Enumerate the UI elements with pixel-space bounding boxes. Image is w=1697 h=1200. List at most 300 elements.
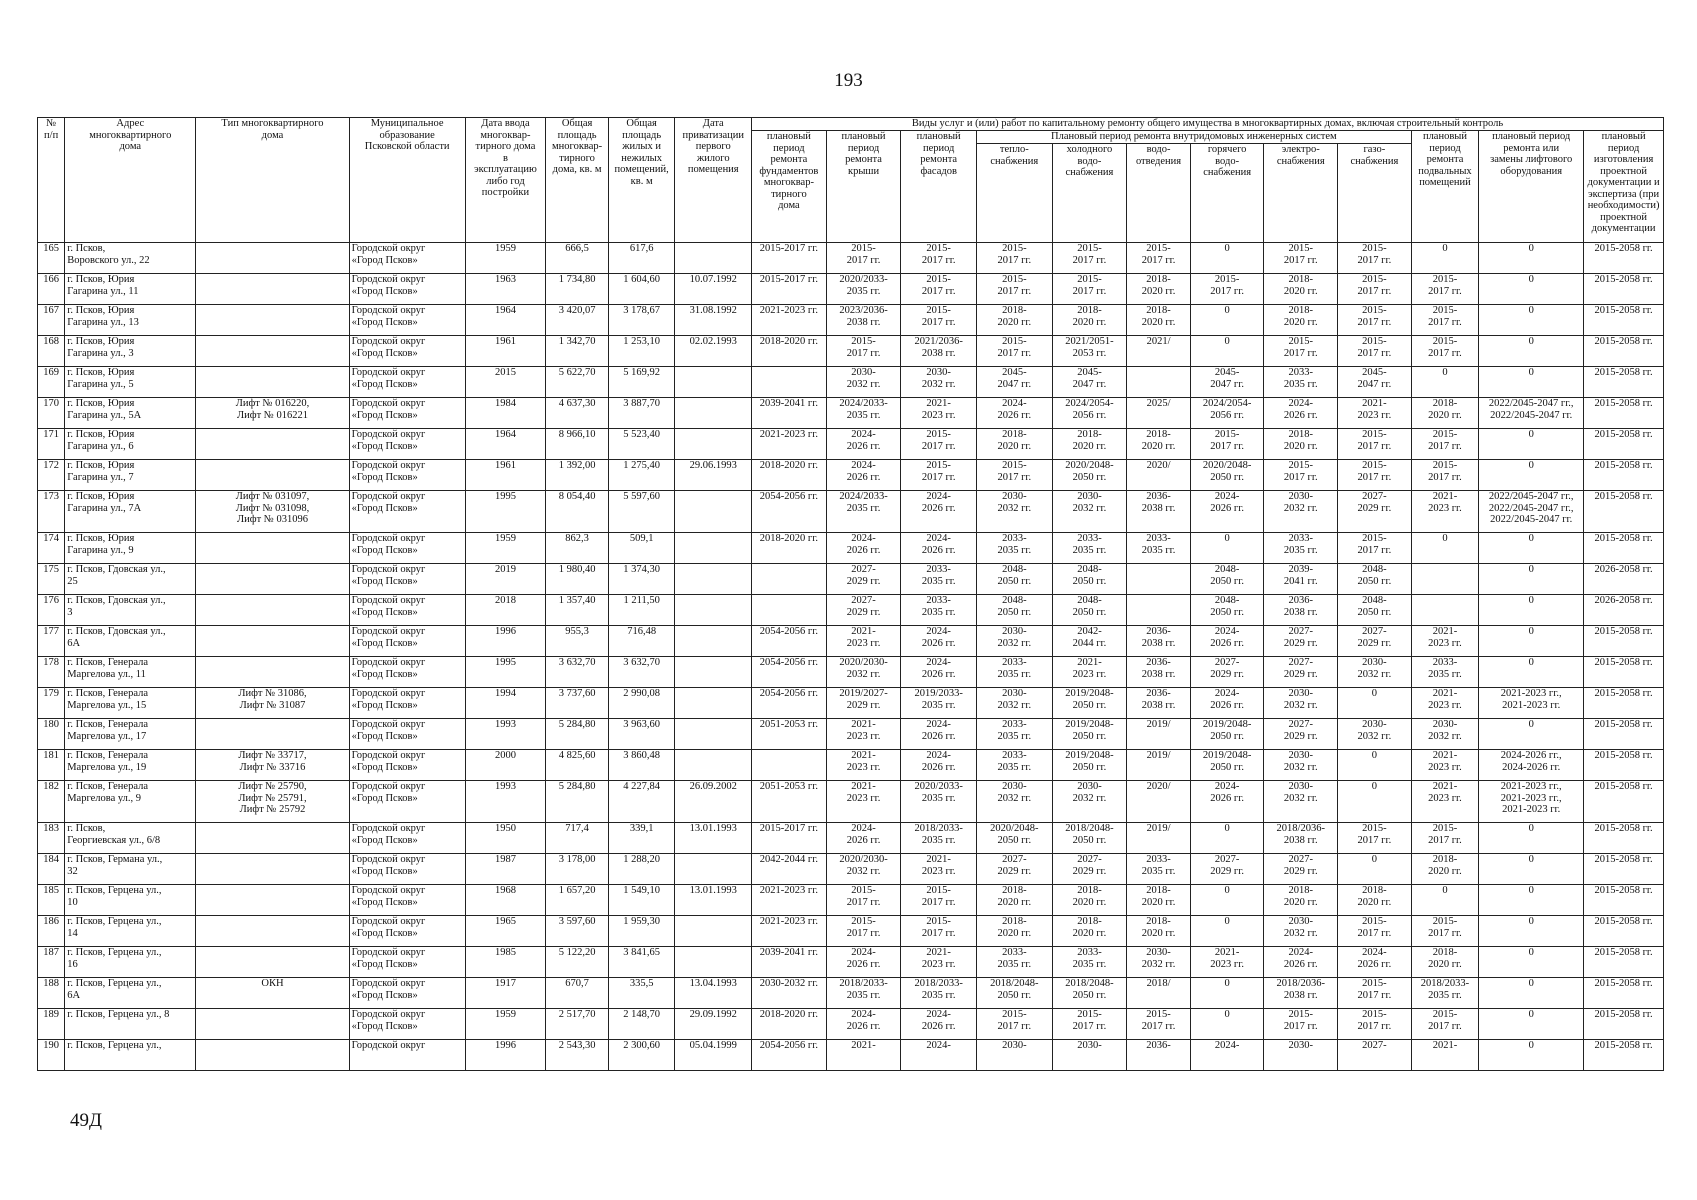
header-municipality: Муниципальное образование Псковской области xyxy=(349,118,465,243)
row-hot-water-period: 0 xyxy=(1190,916,1264,947)
row-gas-period: 2027- 2029 гг. xyxy=(1338,626,1412,657)
row-facade-period: 2024- 2026 гг. xyxy=(901,1009,977,1040)
row-drainage-period: 2018- 2020 гг. xyxy=(1127,916,1191,947)
row-roof-period: 2021- xyxy=(826,1040,901,1071)
row-privatization-date xyxy=(675,243,752,274)
header-living-area: Общая площадь жилых и нежилых помещений, кв. м xyxy=(608,118,675,243)
page-number: 193 xyxy=(834,70,863,91)
row-commission-year: 1964 xyxy=(465,305,546,336)
row-hot-water-period: 2024- 2026 гг. xyxy=(1190,781,1264,823)
row-heating-period: 2018- 2020 гг. xyxy=(977,885,1053,916)
row-drainage-period: 2015- 2017 гг. xyxy=(1127,1009,1191,1040)
row-living-area: 2 300,60 xyxy=(608,1040,675,1071)
row-documentation-period: 2015-2058 гг. xyxy=(1584,243,1664,274)
row-basement-period: 2015- 2017 гг. xyxy=(1411,1009,1479,1040)
row-cold-water-period: 2015- 2017 гг. xyxy=(1052,1009,1127,1040)
row-gas-period: 2015- 2017 гг. xyxy=(1338,429,1412,460)
row-elevator-period: 0 xyxy=(1479,978,1584,1009)
row-facade-period: 2019/2033- 2035 гг. xyxy=(901,688,977,719)
row-foundation-period: 2054-2056 гг. xyxy=(752,626,827,657)
header-hot-water: горячего водо- снабжения xyxy=(1190,144,1264,243)
row-type: Лифт № 31086, Лифт № 31087 xyxy=(196,688,349,719)
row-gas-period: 2024- 2026 гг. xyxy=(1338,947,1412,978)
row-total-area: 1 357,40 xyxy=(546,595,609,626)
row-gas-period: 2015- 2017 гг. xyxy=(1338,305,1412,336)
row-address: г. Псков, Гдовская ул., 25 xyxy=(65,564,196,595)
row-documentation-period: 2015-2058 гг. xyxy=(1584,305,1664,336)
row-roof-period: 2024/2033- 2035 гг. xyxy=(826,398,901,429)
row-number: 189 xyxy=(38,1009,65,1040)
table-row xyxy=(38,398,1664,429)
row-foundation-period: 2021-2023 гг. xyxy=(752,305,827,336)
row-living-area: 3 841,65 xyxy=(608,947,675,978)
row-type xyxy=(196,626,349,657)
row-facade-period: 2018/2033- 2035 гг. xyxy=(901,823,977,854)
row-cold-water-period: 2030- 2032 гг. xyxy=(1052,491,1127,533)
row-electricity-period: 2039- 2041 гг. xyxy=(1264,564,1338,595)
row-electricity-period: 2024- 2026 гг. xyxy=(1264,398,1338,429)
row-total-area: 5 284,80 xyxy=(546,719,609,750)
row-gas-period: 2018- 2020 гг. xyxy=(1338,885,1412,916)
row-type: Лифт № 031097, Лифт № 031098, Лифт № 031096 xyxy=(196,491,349,533)
row-foundation-period: 2021-2023 гг. xyxy=(752,885,827,916)
row-facade-period: 2015- 2017 гг. xyxy=(901,429,977,460)
row-drainage-period: 2036- 2038 гг. xyxy=(1127,626,1191,657)
header-basement: плановый период ремонта подвальных помещений xyxy=(1411,131,1479,243)
row-documentation-period: 2015-2058 гг. xyxy=(1584,1040,1664,1071)
row-hot-water-period: 0 xyxy=(1190,305,1264,336)
header-address: Адрес многоквартирного дома xyxy=(65,118,196,243)
row-heating-period: 2033- 2035 гг. xyxy=(977,719,1053,750)
capital-repair-table xyxy=(37,117,1664,1071)
row-heating-period: 2020/2048- 2050 гг. xyxy=(977,823,1053,854)
row-living-area: 1 549,10 xyxy=(608,885,675,916)
table-row xyxy=(38,1009,1664,1040)
row-elevator-period: 0 xyxy=(1479,429,1584,460)
row-heating-period: 2030- xyxy=(977,1040,1053,1071)
row-electricity-period: 2018/2036- 2038 гг. xyxy=(1264,823,1338,854)
row-living-area: 1 275,40 xyxy=(608,460,675,491)
row-commission-year: 1961 xyxy=(465,460,546,491)
row-municipality: Городской округ «Город Псков» xyxy=(349,750,465,781)
row-number: 187 xyxy=(38,947,65,978)
table-row xyxy=(38,626,1664,657)
row-hot-water-period: 2045- 2047 гг. xyxy=(1190,367,1264,398)
row-electricity-period: 2018- 2020 гг. xyxy=(1264,274,1338,305)
row-roof-period: 2027- 2029 гг. xyxy=(826,595,901,626)
row-type xyxy=(196,885,349,916)
row-heating-period: 2015- 2017 гг. xyxy=(977,274,1053,305)
row-elevator-period: 0 xyxy=(1479,916,1584,947)
row-number: 177 xyxy=(38,626,65,657)
row-elevator-period: 0 xyxy=(1479,564,1584,595)
row-number: 172 xyxy=(38,460,65,491)
row-basement-period: 2018- 2020 гг. xyxy=(1411,854,1479,885)
row-basement-period: 2018- 2020 гг. xyxy=(1411,398,1479,429)
row-drainage-period: 2033- 2035 гг. xyxy=(1127,854,1191,885)
row-privatization-date: 10.07.1992 xyxy=(675,274,752,305)
row-foundation-period: 2018-2020 гг. xyxy=(752,533,827,564)
row-municipality: Городской округ «Город Псков» xyxy=(349,460,465,491)
row-facade-period: 2024- 2026 гг. xyxy=(901,491,977,533)
row-facade-period: 2015- 2017 гг. xyxy=(901,274,977,305)
row-heating-period: 2015- 2017 гг. xyxy=(977,460,1053,491)
row-documentation-period: 2015-2058 гг. xyxy=(1584,823,1664,854)
row-elevator-period: 0 xyxy=(1479,336,1584,367)
row-cold-water-period: 2018/2048- 2050 гг. xyxy=(1052,978,1127,1009)
row-municipality: Городской округ «Город Псков» xyxy=(349,429,465,460)
row-hot-water-period: 2019/2048- 2050 гг. xyxy=(1190,750,1264,781)
row-hot-water-period: 2024- 2026 гг. xyxy=(1190,491,1264,533)
row-documentation-period: 2015-2058 гг. xyxy=(1584,916,1664,947)
table-body xyxy=(38,243,1664,1071)
row-address: г. Псков, Юрия Гагарина ул., 9 xyxy=(65,533,196,564)
row-address: г. Псков, Генерала Маргелова ул., 9 xyxy=(65,781,196,823)
row-roof-period: 2027- 2029 гг. xyxy=(826,564,901,595)
table-row xyxy=(38,750,1664,781)
row-gas-period: 2015- 2017 гг. xyxy=(1338,1009,1412,1040)
row-documentation-period: 2015-2058 гг. xyxy=(1584,274,1664,305)
row-living-area: 4 227,84 xyxy=(608,781,675,823)
row-address: г. Псков, Герцена ул., 10 xyxy=(65,885,196,916)
row-gas-period: 2015- 2017 гг. xyxy=(1338,274,1412,305)
row-cold-water-period: 2021/2051- 2053 гг. xyxy=(1052,336,1127,367)
row-electricity-period: 2033- 2035 гг. xyxy=(1264,533,1338,564)
row-elevator-period: 0 xyxy=(1479,367,1584,398)
row-elevator-period: 0 xyxy=(1479,657,1584,688)
row-cold-water-period: 2019/2048- 2050 гг. xyxy=(1052,750,1127,781)
table-row xyxy=(38,595,1664,626)
row-gas-period: 2015- 2017 гг. xyxy=(1338,460,1412,491)
row-basement-period: 2033- 2035 гг. xyxy=(1411,657,1479,688)
row-foundation-period xyxy=(752,367,827,398)
row-cold-water-period: 2019/2048- 2050 гг. xyxy=(1052,719,1127,750)
row-living-area: 3 887,70 xyxy=(608,398,675,429)
row-gas-period: 0 xyxy=(1338,688,1412,719)
row-drainage-period: 2015- 2017 гг. xyxy=(1127,243,1191,274)
row-drainage-period: 2019/ xyxy=(1127,823,1191,854)
row-address: г. Псков, Юрия Гагарина ул., 7 xyxy=(65,460,196,491)
row-municipality: Городской округ «Город Псков» xyxy=(349,367,465,398)
row-address: г. Псков, Юрия Гагарина ул., 5А xyxy=(65,398,196,429)
row-foundation-period xyxy=(752,564,827,595)
row-municipality: Городской округ «Город Псков» xyxy=(349,595,465,626)
row-municipality: Городской округ «Город Псков» xyxy=(349,885,465,916)
row-drainage-period: 2018- 2020 гг. xyxy=(1127,429,1191,460)
row-cold-water-period: 2019/2048- 2050 гг. xyxy=(1052,688,1127,719)
row-privatization-date: 05.04.1999 xyxy=(675,1040,752,1071)
row-type xyxy=(196,719,349,750)
row-hot-water-period: 0 xyxy=(1190,1009,1264,1040)
row-foundation-period: 2018-2020 гг. xyxy=(752,336,827,367)
row-living-area: 5 597,60 xyxy=(608,491,675,533)
row-cold-water-period: 2015- 2017 гг. xyxy=(1052,274,1127,305)
row-electricity-period: 2015- 2017 гг. xyxy=(1264,243,1338,274)
row-basement-period: 2015- 2017 гг. xyxy=(1411,274,1479,305)
header-cold-water: холодного водо- снабжения xyxy=(1052,144,1127,243)
row-total-area: 1 342,70 xyxy=(546,336,609,367)
row-drainage-period: 2030- 2032 гг. xyxy=(1127,947,1191,978)
row-privatization-date xyxy=(675,367,752,398)
row-drainage-period: 2018- 2020 гг. xyxy=(1127,274,1191,305)
row-total-area: 4 825,60 xyxy=(546,750,609,781)
row-address: г. Псков, Юрия Гагарина ул., 13 xyxy=(65,305,196,336)
row-number: 190 xyxy=(38,1040,65,1071)
row-roof-period: 2015- 2017 гг. xyxy=(826,336,901,367)
row-address: г. Псков, Герцена ул., xyxy=(65,1040,196,1071)
row-total-area: 3 737,60 xyxy=(546,688,609,719)
row-basement-period: 2021- 2023 гг. xyxy=(1411,750,1479,781)
row-type xyxy=(196,564,349,595)
row-municipality: Городской округ «Город Псков» xyxy=(349,947,465,978)
row-documentation-period: 2015-2058 гг. xyxy=(1584,336,1664,367)
row-cold-water-period: 2045- 2047 гг. xyxy=(1052,367,1127,398)
row-number: 179 xyxy=(38,688,65,719)
row-number: 182 xyxy=(38,781,65,823)
row-gas-period: 0 xyxy=(1338,781,1412,823)
row-living-area: 335,5 xyxy=(608,978,675,1009)
row-living-area: 5 523,40 xyxy=(608,429,675,460)
row-address: г. Псков, Герцена ул., 8 xyxy=(65,1009,196,1040)
row-cold-water-period: 2033- 2035 гг. xyxy=(1052,947,1127,978)
row-foundation-period xyxy=(752,750,827,781)
row-commission-year: 1996 xyxy=(465,626,546,657)
row-basement-period: 0 xyxy=(1411,243,1479,274)
row-facade-period: 2020/2033- 2035 гг. xyxy=(901,781,977,823)
row-facade-period: 2024- 2026 гг. xyxy=(901,657,977,688)
row-elevator-period: 0 xyxy=(1479,305,1584,336)
row-roof-period: 2023/2036- 2038 гг. xyxy=(826,305,901,336)
row-foundation-period: 2021-2023 гг. xyxy=(752,916,827,947)
row-heating-period: 2033- 2035 гг. xyxy=(977,657,1053,688)
table-row xyxy=(38,336,1664,367)
row-documentation-period: 2015-2058 гг. xyxy=(1584,885,1664,916)
row-total-area: 4 637,30 xyxy=(546,398,609,429)
row-elevator-period: 2022/2045-2047 гг., 2022/2045-2047 гг. xyxy=(1479,398,1584,429)
row-commission-year: 1917 xyxy=(465,978,546,1009)
row-cold-water-period: 2030- 2032 гг. xyxy=(1052,781,1127,823)
row-type xyxy=(196,1040,349,1071)
row-hot-water-period: 2015- 2017 гг. xyxy=(1190,274,1264,305)
row-electricity-period: 2027- 2029 гг. xyxy=(1264,626,1338,657)
row-hot-water-period: 2021- 2023 гг. xyxy=(1190,947,1264,978)
row-facade-period: 2024- 2026 гг. xyxy=(901,533,977,564)
row-address: г. Псков, Генерала Маргелова ул., 17 xyxy=(65,719,196,750)
row-commission-year: 1993 xyxy=(465,719,546,750)
row-electricity-period: 2030- 2032 гг. xyxy=(1264,491,1338,533)
row-basement-period: 2015- 2017 гг. xyxy=(1411,336,1479,367)
table-row xyxy=(38,719,1664,750)
row-privatization-date: 02.02.1993 xyxy=(675,336,752,367)
row-commission-year: 1968 xyxy=(465,885,546,916)
row-foundation-period: 2018-2020 гг. xyxy=(752,460,827,491)
row-living-area: 3 963,60 xyxy=(608,719,675,750)
row-privatization-date xyxy=(675,916,752,947)
row-documentation-period: 2015-2058 гг. xyxy=(1584,781,1664,823)
row-address: г. Псков, Гдовская ул., 3 xyxy=(65,595,196,626)
row-basement-period: 2021- 2023 гг. xyxy=(1411,781,1479,823)
row-living-area: 5 169,92 xyxy=(608,367,675,398)
row-hot-water-period: 2048- 2050 гг. xyxy=(1190,564,1264,595)
row-electricity-period: 2015- 2017 гг. xyxy=(1264,336,1338,367)
row-address: г. Псков, Гдовская ул., 6А xyxy=(65,626,196,657)
table-row xyxy=(38,305,1664,336)
row-total-area: 5 122,20 xyxy=(546,947,609,978)
row-foundation-period: 2051-2053 гг. xyxy=(752,719,827,750)
row-documentation-period: 2015-2058 гг. xyxy=(1584,460,1664,491)
row-number: 176 xyxy=(38,595,65,626)
table-row xyxy=(38,1040,1664,1071)
row-roof-period: 2020/2033- 2035 гг. xyxy=(826,274,901,305)
row-municipality: Городской округ «Город Псков» xyxy=(349,823,465,854)
row-roof-period: 2030- 2032 гг. xyxy=(826,367,901,398)
row-roof-period: 2024- 2026 гг. xyxy=(826,947,901,978)
row-address: г. Псков, Герцена ул., 16 xyxy=(65,947,196,978)
row-address: г. Псков, Юрия Гагарина ул., 5 xyxy=(65,367,196,398)
row-foundation-period: 2018-2020 гг. xyxy=(752,1009,827,1040)
row-foundation-period: 2015-2017 гг. xyxy=(752,274,827,305)
row-basement-period: 0 xyxy=(1411,367,1479,398)
row-elevator-period: 0 xyxy=(1479,1009,1584,1040)
row-heating-period: 2045- 2047 гг. xyxy=(977,367,1053,398)
table-row xyxy=(38,367,1664,398)
table-row xyxy=(38,823,1664,854)
row-total-area: 1 392,00 xyxy=(546,460,609,491)
row-facade-period: 2021- 2023 гг. xyxy=(901,398,977,429)
row-living-area: 1 959,30 xyxy=(608,916,675,947)
row-living-area: 2 990,08 xyxy=(608,688,675,719)
row-cold-water-period: 2018/2048- 2050 гг. xyxy=(1052,823,1127,854)
row-hot-water-period: 2024- 2026 гг. xyxy=(1190,626,1264,657)
row-municipality: Городской округ «Город Псков» xyxy=(349,719,465,750)
row-heating-period: 2033- 2035 гг. xyxy=(977,533,1053,564)
row-roof-period: 2024- 2026 гг. xyxy=(826,1009,901,1040)
row-heating-period: 2033- 2035 гг. xyxy=(977,947,1053,978)
row-commission-year: 2019 xyxy=(465,564,546,595)
row-privatization-date: 31.08.1992 xyxy=(675,305,752,336)
row-municipality: Городской округ «Город Псков» xyxy=(349,533,465,564)
header-works-group: Виды услуг и (или) работ по капитальному ремонту общего имущества в многоквартирных домах, включая строительный контроль xyxy=(752,118,1664,131)
header-engineering-group: Плановый период ремонта внутридомовых инженерных систем xyxy=(977,131,1412,144)
row-living-area: 1 211,50 xyxy=(608,595,675,626)
row-address: г. Псков, Юрия Гагарина ул., 3 xyxy=(65,336,196,367)
row-privatization-date xyxy=(675,947,752,978)
row-heating-period: 2030- 2032 гг. xyxy=(977,688,1053,719)
header-elevator: плановый период ремонта или замены лифтового оборудования xyxy=(1479,131,1584,243)
row-privatization-date xyxy=(675,595,752,626)
row-type xyxy=(196,1009,349,1040)
row-hot-water-period: 0 xyxy=(1190,533,1264,564)
header-heating: тепло- снабжения xyxy=(977,144,1053,243)
row-gas-period: 2045- 2047 гг. xyxy=(1338,367,1412,398)
row-number: 175 xyxy=(38,564,65,595)
row-roof-period: 2015- 2017 гг. xyxy=(826,916,901,947)
row-cold-water-period: 2048- 2050 гг. xyxy=(1052,564,1127,595)
row-type xyxy=(196,460,349,491)
table-row xyxy=(38,429,1664,460)
row-electricity-period: 2018- 2020 гг. xyxy=(1264,305,1338,336)
row-elevator-period: 2024-2026 гг., 2024-2026 гг. xyxy=(1479,750,1584,781)
row-total-area: 717,4 xyxy=(546,823,609,854)
row-living-area: 339,1 xyxy=(608,823,675,854)
row-heating-period: 2048- 2050 гг. xyxy=(977,595,1053,626)
row-number: 178 xyxy=(38,657,65,688)
row-foundation-period: 2039-2041 гг. xyxy=(752,398,827,429)
row-type: Лифт № 25790, Лифт № 25791, Лифт № 25792 xyxy=(196,781,349,823)
row-drainage-period: 2019/ xyxy=(1127,719,1191,750)
row-roof-period: 2021- 2023 гг. xyxy=(826,781,901,823)
row-privatization-date: 29.06.1993 xyxy=(675,460,752,491)
row-municipality: Городской округ «Город Псков» xyxy=(349,657,465,688)
header-gas: газо- снабжения xyxy=(1338,144,1412,243)
row-basement-period xyxy=(1411,595,1479,626)
row-heating-period: 2048- 2050 гг. xyxy=(977,564,1053,595)
row-drainage-period: 2036- 2038 гг. xyxy=(1127,688,1191,719)
row-total-area: 1 980,40 xyxy=(546,564,609,595)
row-heating-period: 2018/2048- 2050 гг. xyxy=(977,978,1053,1009)
row-facade-period: 2033- 2035 гг. xyxy=(901,595,977,626)
row-drainage-period: 2020/ xyxy=(1127,781,1191,823)
row-gas-period: 0 xyxy=(1338,750,1412,781)
row-type xyxy=(196,274,349,305)
row-hot-water-period: 0 xyxy=(1190,336,1264,367)
row-address: г. Псков, Генерала Маргелова ул., 19 xyxy=(65,750,196,781)
row-address: г. Псков, Юрия Гагарина ул., 7А xyxy=(65,491,196,533)
row-municipality: Городской округ xyxy=(349,1040,465,1071)
row-commission-year: 2000 xyxy=(465,750,546,781)
row-cold-water-period: 2042- 2044 гг. xyxy=(1052,626,1127,657)
row-privatization-date xyxy=(675,533,752,564)
row-address: г. Псков, Генерала Маргелова ул., 15 xyxy=(65,688,196,719)
row-basement-period: 2021- 2023 гг. xyxy=(1411,491,1479,533)
row-documentation-period: 2015-2058 гг. xyxy=(1584,854,1664,885)
row-commission-year: 1961 xyxy=(465,336,546,367)
row-municipality: Городской округ «Город Псков» xyxy=(349,781,465,823)
header-electricity: электро- снабжения xyxy=(1264,144,1338,243)
row-foundation-period xyxy=(752,595,827,626)
row-cold-water-period: 2030- xyxy=(1052,1040,1127,1071)
row-commission-year: 1985 xyxy=(465,947,546,978)
row-total-area: 8 966,10 xyxy=(546,429,609,460)
row-number: 166 xyxy=(38,274,65,305)
row-electricity-period: 2036- 2038 гг. xyxy=(1264,595,1338,626)
row-foundation-period: 2042-2044 гг. xyxy=(752,854,827,885)
row-total-area: 8 054,40 xyxy=(546,491,609,533)
row-electricity-period: 2030- 2032 гг. xyxy=(1264,688,1338,719)
row-elevator-period: 0 xyxy=(1479,533,1584,564)
row-hot-water-period: 2024/2054- 2056 гг. xyxy=(1190,398,1264,429)
row-drainage-period: 2019/ xyxy=(1127,750,1191,781)
row-electricity-period: 2030- xyxy=(1264,1040,1338,1071)
row-electricity-period: 2015- 2017 гг. xyxy=(1264,1009,1338,1040)
row-type xyxy=(196,854,349,885)
row-privatization-date xyxy=(675,626,752,657)
row-electricity-period: 2015- 2017 гг. xyxy=(1264,460,1338,491)
row-roof-period: 2024- 2026 гг. xyxy=(826,823,901,854)
row-basement-period: 2015- 2017 гг. xyxy=(1411,823,1479,854)
row-basement-period: 2018- 2020 гг. xyxy=(1411,947,1479,978)
row-privatization-date xyxy=(675,398,752,429)
header-roof: плановый период ремонта крыши xyxy=(826,131,901,243)
row-total-area: 1 657,20 xyxy=(546,885,609,916)
header-privatization-date: Дата приватизации первого жилого помещения xyxy=(675,118,752,243)
row-elevator-period: 0 xyxy=(1479,243,1584,274)
row-heating-period: 2018- 2020 гг. xyxy=(977,305,1053,336)
table-row xyxy=(38,916,1664,947)
row-number: 185 xyxy=(38,885,65,916)
row-heating-period: 2018- 2020 гг. xyxy=(977,429,1053,460)
row-basement-period: 2021- 2023 гг. xyxy=(1411,626,1479,657)
